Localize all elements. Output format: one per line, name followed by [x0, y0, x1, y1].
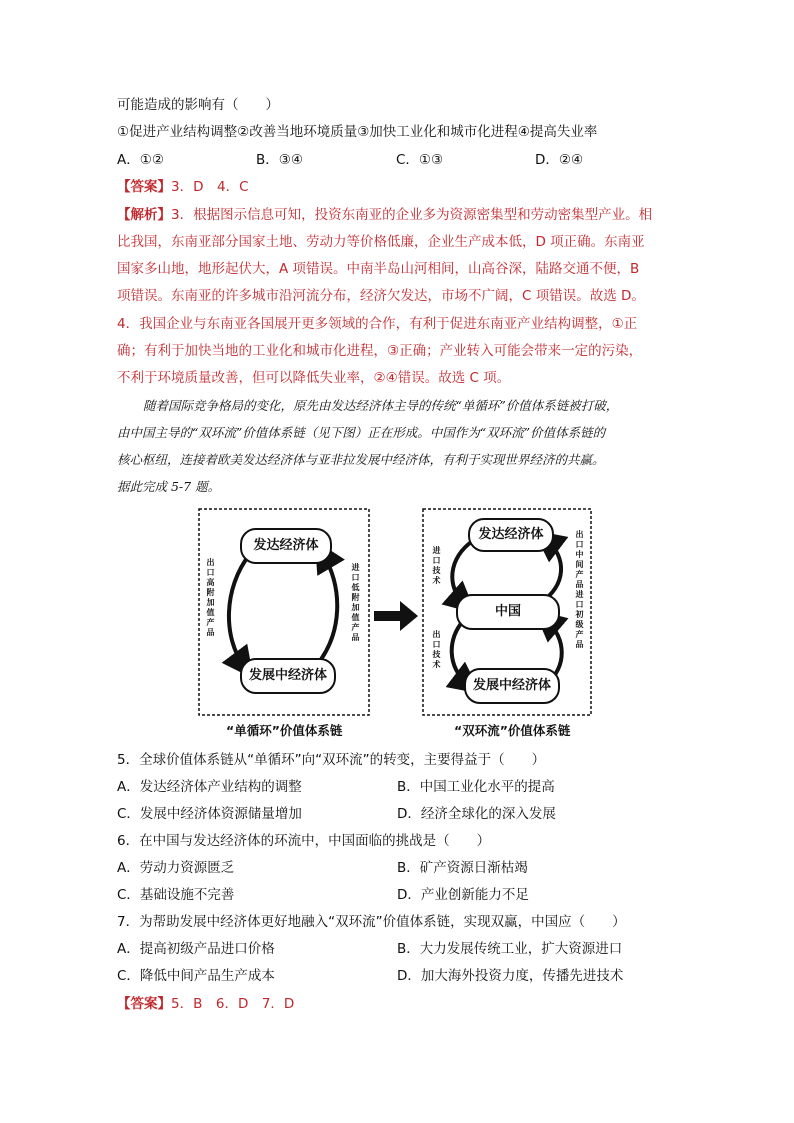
answer-tag: 【答案】: [117, 179, 171, 195]
node-developed: 发达经济体: [240, 528, 332, 564]
intro-line: 据此完成 5-7 题。: [117, 479, 221, 494]
caption-single-loop: “单循环”价值体系链: [226, 723, 343, 738]
arrow-export-high: [229, 554, 250, 666]
q5-option-b: B．中国工业化水平的提高: [397, 779, 555, 795]
analysis-tag: 【解析】: [117, 207, 171, 223]
analysis-line: 确；有利于加快当地的工业化和城市化进程，③正确；产业转入可能会带来一定的污染，: [117, 343, 643, 359]
intro-line: 核心枢纽，连接着欧美发达经济体与亚非拉发展中经济体，有利于实现世界经济的共赢。: [117, 452, 605, 467]
q6-option-d: D．产业创新能力不足: [397, 887, 529, 903]
transition-arrow-icon: [372, 596, 420, 636]
q5-option-d: D．经济全球化的深入发展: [397, 806, 556, 822]
node-developing: 发展中经济体: [240, 658, 336, 694]
q6-option-a: A．劳动力资源匮乏: [117, 860, 235, 876]
q7-option-a: A．提高初级产品进口价格: [117, 941, 275, 957]
node-developing: 发展中经济体: [464, 668, 560, 704]
q5-option-c: C．发展中经济体资源储量增加: [117, 806, 302, 822]
answer-text: 5．B 6．D 7．D: [171, 996, 295, 1012]
question-7-stem: 7．为帮助发展中经济体更好地融入“双环流”价值体系链，实现双赢，中国应（ ）: [117, 914, 626, 930]
answer-row: [117, 994, 294, 1014]
q7-option-b: B．大力发展传统工业，扩大资源进口: [397, 941, 623, 957]
answer-tag: 【答案】: [117, 996, 171, 1012]
q5-option-a: A．发达经济体产业结构的调整: [117, 779, 302, 795]
q6-option-b: B．矿产资源日渐枯竭: [397, 860, 528, 876]
analysis-line: 比我国，东南亚部分国家土地、劳动力等价格低廉，企业生产成本低，D 项正确。东南亚: [117, 234, 645, 250]
answer-text: 3．D 4．C: [171, 179, 249, 195]
analysis-line: 不利于环境质量改善，但可以降低失业率，②④错误。故选 C 项。: [117, 370, 511, 386]
label-intermediate-primary: 出口中间产品进口初级产品: [575, 530, 584, 649]
q7-option-d: D．加大海外投资力度，传播先进技术: [397, 968, 624, 984]
analysis-line: 4．我国企业与东南亚各国展开更多领域的合作，有利于促进东南亚产业结构调整，①正: [117, 316, 638, 332]
analysis-line: 国家多山地，地形起伏大，A 项错误。中南半岛山河相间，山高谷深，陆路交通不便，B: [117, 261, 640, 277]
option-c: C．①③: [396, 152, 444, 168]
question-statements: ①促进产业结构调整②改善当地环境质量③加快工业化和城市化进程④提高失业率: [117, 124, 598, 140]
analysis-line: 项错误。东南亚的许多城市沿河流分布，经济欠发达，市场不广阔，C 项错误。故选 D。: [117, 288, 645, 304]
answer-row: [117, 177, 249, 197]
option-a: A．①②: [117, 152, 164, 168]
question-6-stem: 6．在中国与发达经济体的环流中，中国面临的挑战是（ ）: [117, 833, 491, 849]
node-china: 中国: [456, 594, 560, 630]
figure-dual-loop: [422, 508, 592, 716]
caption-dual-loop: “双环流”价值体系链: [454, 723, 571, 738]
intro-line: 随着国际竞争格局的变化，原先由发达经济体主导的传统“单循环”价值体系链被打破，: [143, 398, 619, 413]
arrow-import-low: [316, 554, 337, 666]
q7-option-c: C．降低中间产品生产成本: [117, 968, 275, 984]
label-import-low: 进口低附加值产品: [351, 563, 360, 642]
figure-single-loop: [198, 508, 370, 716]
intro-line: 由中国主导的“双环流”价值体系链（见下图）正在形成。中国作为“双环流”价值体系链的: [117, 425, 606, 440]
option-d: D．②④: [535, 152, 584, 168]
label-export-high: 出口高附加值产品: [206, 558, 215, 637]
label-import-tech: 进口技术: [432, 546, 441, 585]
analysis-text: 3．根据图示信息可知，投资东南亚的企业多为资源密集型和劳动密集型产业。相: [171, 207, 653, 223]
option-b: B．③④: [256, 152, 303, 168]
analysis-line: [117, 205, 652, 225]
q6-option-c: C．基础设施不完善: [117, 887, 235, 903]
question-stem-end: 可能造成的影响有（ ）: [117, 97, 279, 113]
question-5-stem: 5．全球价值体系链从“单循环”向“双环流”的转变，主要得益于（ ）: [117, 752, 546, 768]
label-export-tech: 出口技术: [432, 630, 441, 669]
node-developed: 发达经济体: [468, 518, 554, 552]
